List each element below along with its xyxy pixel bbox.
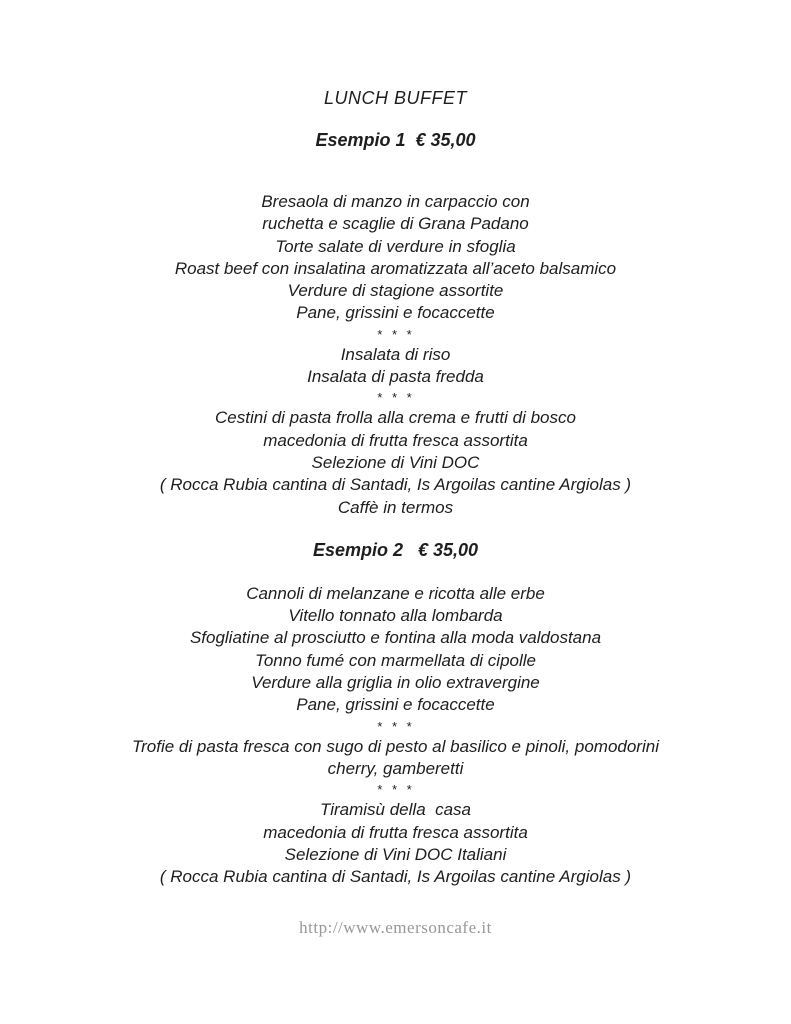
section-heading: Esempio 2 € 35,00	[312, 539, 479, 560]
menu-line: Verdure alla griglia in olio extravergine	[251, 673, 540, 693]
menu-line: macedonia di frutta fresca assortita	[263, 822, 528, 842]
menu-line: Pane, grissini e focaccette	[296, 695, 495, 715]
menu-line: Roast beef con insalatina aromatizzata all’aceto balsamico	[174, 258, 617, 278]
menu-line: ( Rocca Rubia cantina di Santadi, Is Argoilas cantine Argiolas )	[159, 475, 632, 495]
course-block	[0, 344, 791, 389]
menu-line: Torte salate di verdure in sfoglia	[275, 236, 516, 256]
course-separator: * * *	[376, 718, 415, 734]
menu-line: Selezione di Vini DOC Italiani	[284, 844, 507, 864]
menu-line: Insalata di riso	[340, 344, 451, 364]
footer-url: http://www.emersoncafe.it	[299, 918, 492, 938]
menu-line: Cestini di pasta frolla alla crema e frutti di bosco	[215, 408, 576, 428]
menu-line: Tiramisù della casa	[319, 800, 472, 820]
menu-title: LUNCH BUFFET	[323, 88, 467, 108]
menu-section	[0, 539, 791, 889]
menu-line: Insalata di pasta fredda	[307, 367, 484, 387]
course-separator: * * *	[376, 782, 415, 798]
menu-line: macedonia di frutta fresca assortita	[263, 430, 528, 450]
course-block	[0, 736, 791, 781]
menu-line: Bresaola di manzo in carpaccio con	[261, 192, 530, 211]
menu-line: Pane, grissini e focaccette	[296, 303, 495, 323]
menu-sections	[0, 129, 791, 888]
menu-line: Tonno fumé con marmellata di cipolle	[255, 650, 536, 670]
menu-line: Selezione di Vini DOC	[311, 452, 480, 472]
menu-line: Caffè in termos	[337, 497, 454, 517]
menu-line: Vitello tonnato alla lombarda	[288, 606, 503, 626]
menu-line: ( Rocca Rubia cantina di Santadi, Is Argoilas cantine Argiolas )	[159, 867, 632, 887]
menu-line: Cannoli di melanzane e ricotta alle erbe	[246, 583, 545, 603]
menu-section	[0, 129, 791, 519]
menu-line: Verdure di stagione assortite	[287, 281, 504, 301]
course-separator: * * *	[376, 326, 415, 342]
menu-line: Sfogliatine al prosciutto e fontina alla moda valdostana	[189, 628, 602, 648]
course-block	[0, 583, 791, 717]
menu-line: cherry, gamberetti	[327, 758, 464, 778]
course-block	[0, 191, 791, 325]
menu-line: ruchetta e scaglie di Grana Padano	[262, 214, 529, 234]
menu-line: Trofie di pasta fresca con sugo di pesto al basilico e pinoli, pomodorini	[132, 736, 659, 756]
course-block	[0, 407, 791, 518]
course-separator: * * *	[376, 390, 415, 406]
section-heading: Esempio 1 € 35,00	[315, 130, 476, 150]
course-block	[0, 799, 791, 888]
